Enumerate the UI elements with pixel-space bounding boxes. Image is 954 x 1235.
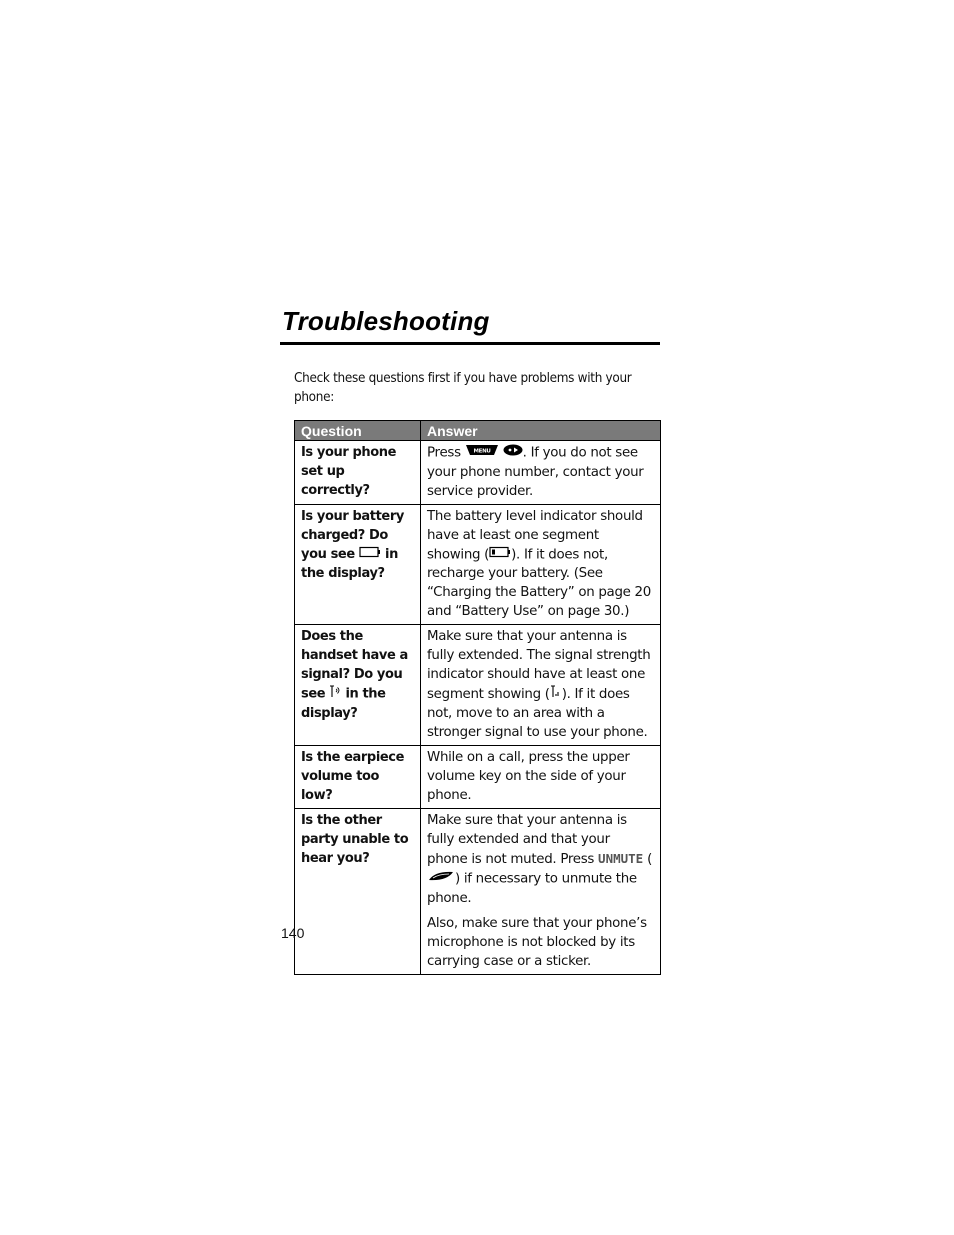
question-text: in the display? xyxy=(301,686,386,721)
question-text: in the display? xyxy=(301,546,398,581)
signal-icon xyxy=(329,684,341,704)
header-question: Question xyxy=(295,421,421,441)
table-row xyxy=(295,504,661,625)
answer-cell xyxy=(421,441,661,505)
answer-text: Make sure that your antenna is fully extended and that your phone is not muted. Press xyxy=(427,813,627,867)
title-rule xyxy=(280,342,660,345)
battery-level-icon xyxy=(489,545,511,564)
troubleshooting-table xyxy=(294,420,661,975)
answer-text: Press xyxy=(427,445,465,461)
table-header-row xyxy=(295,421,661,441)
question-cell xyxy=(295,504,421,625)
answer-text: The battery level indicator should have at least one segment showing ( xyxy=(427,508,643,562)
answer-cell xyxy=(421,504,661,625)
table-row xyxy=(295,625,661,746)
answer-cell xyxy=(421,809,661,975)
answer-text: ) if necessary to unmute the phone. xyxy=(427,871,637,906)
signal-strength-icon xyxy=(550,684,562,704)
table-row xyxy=(295,441,661,505)
unmute-softkey-label: UNMUTE xyxy=(598,851,644,866)
table-row xyxy=(295,746,661,809)
answer-text: Make sure that your antenna is fully extended. The signal strength indicator should have at least one segment showing ( xyxy=(427,629,651,702)
answer-text: ). If it does not, move to an area with a stronger signal to use your phone. xyxy=(427,687,648,740)
answer-cell xyxy=(421,625,661,746)
table-row xyxy=(295,809,661,975)
svg-text:MENU: MENU xyxy=(473,448,491,455)
page-title: Troubleshooting xyxy=(282,306,490,336)
question-cell: Is the earpiece volume too low? xyxy=(295,746,421,809)
answer-text: . If you do not see your phone number, contact your service provider. xyxy=(427,445,644,499)
answer-cell: While on a call, press the upper volume key on the side of your phone. xyxy=(421,746,661,809)
question-text: Is your battery charged? Do you see xyxy=(301,508,404,562)
question-cell: Is the other party unable to hear you? xyxy=(295,809,421,975)
scroll-key-icon xyxy=(503,443,523,462)
question-text: Does the handset have a signal? Do you see xyxy=(301,629,408,702)
question-cell: Is your phone set up correctly? xyxy=(295,441,421,505)
softkey-icon xyxy=(427,869,455,888)
battery-icon xyxy=(359,545,381,564)
menu-key-icon xyxy=(465,443,499,462)
page-number: 140 xyxy=(281,925,305,941)
intro-text: Check these questions first if you have problems with your phone: xyxy=(294,371,632,405)
answer-paragraph-2: Also, make sure that your phone’s microphone is not blocked by its carrying case or a sticker. xyxy=(427,915,647,969)
question-cell xyxy=(295,625,421,746)
answer-text: ). If it does not, recharge your battery. (See “Charging the Battery” on page 20 and “Battery Use” on page 30.) xyxy=(427,547,651,619)
answer-text: ( xyxy=(643,852,653,867)
header-answer: Answer xyxy=(421,421,661,441)
